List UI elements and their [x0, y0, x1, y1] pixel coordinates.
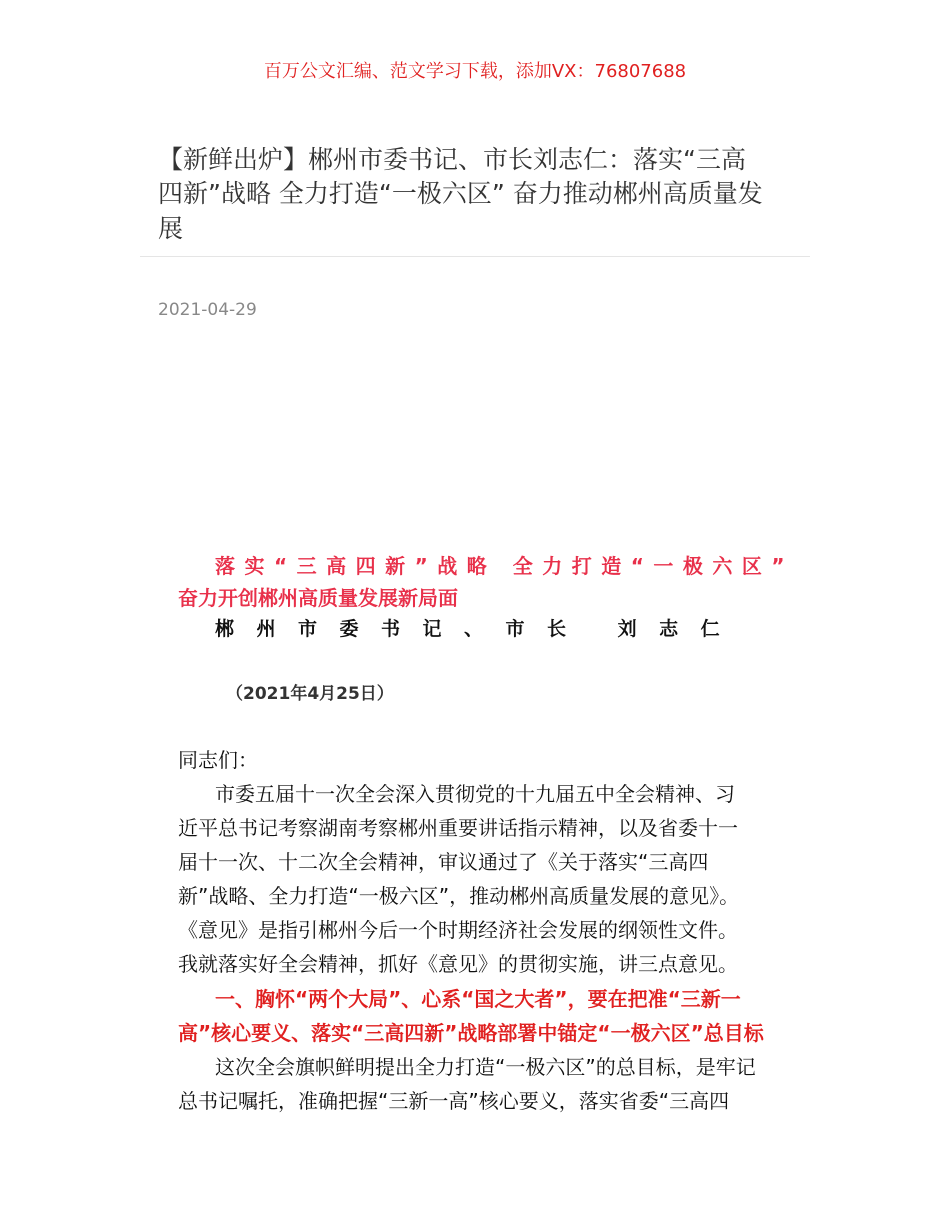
body-line: 我就落实好全会精神，抓好《意见》的贯彻实施，讲三点意见。: [178, 952, 738, 976]
body-line: 届十一次、十二次全会精神，审议通过了《关于落实“三高四: [178, 850, 709, 874]
body-line: 新”战略、全力打造“一极六区”，推动郴州高质量发展的意见》。: [178, 884, 740, 908]
article-title-line: 【新鲜出炉】郴州市委书记、市长刘志仁：落实“三高: [158, 145, 746, 174]
body-line: 这次全会旗帜鲜明提出全力打造“一极六区”的总目标，是牢记: [215, 1055, 756, 1079]
salutation: 同志们：: [178, 748, 258, 772]
body-line: 市委五届十一次全会深入贯彻党的十九届五中全会精神、习: [215, 782, 735, 806]
publish-date: 2021-04-29: [158, 300, 257, 320]
section-heading-line: 一、胸怀“两个大局”、心系“国之大者”，要在把准“三新一: [215, 987, 741, 1011]
speech-author: 郴州市委书记、市长 刘志仁: [215, 618, 743, 640]
divider: [140, 256, 810, 257]
body-line: 《意见》是指引郴州今后一个时期经济社会发展的纲领性文件。: [178, 918, 738, 942]
speech-headline-line: 落实“三高四新”战略 全力打造“一极六区”: [215, 554, 795, 578]
body-line: 总书记嘱托，准确把握“三新一高”核心要义，落实省委“三高四: [178, 1089, 730, 1113]
section-heading-line: 高”核心要义、落实“三高四新”战略部署中锚定“一极六区”总目标: [178, 1021, 764, 1045]
article-title-line: 四新”战略 全力打造“一极六区” 奋力推动郴州高质量发: [158, 179, 763, 208]
speech-headline-line: 奋力开创郴州高质量发展新局面: [178, 586, 458, 610]
article-title-line: 展: [158, 214, 184, 243]
body-line: 近平总书记考察湖南考察郴州重要讲话指示精神，以及省委十一: [178, 816, 738, 840]
speech-date: （2021年4月25日）: [226, 684, 394, 704]
download-banner: 百万公文汇编、范文学习下载，添加VX：76807688: [263, 61, 687, 82]
